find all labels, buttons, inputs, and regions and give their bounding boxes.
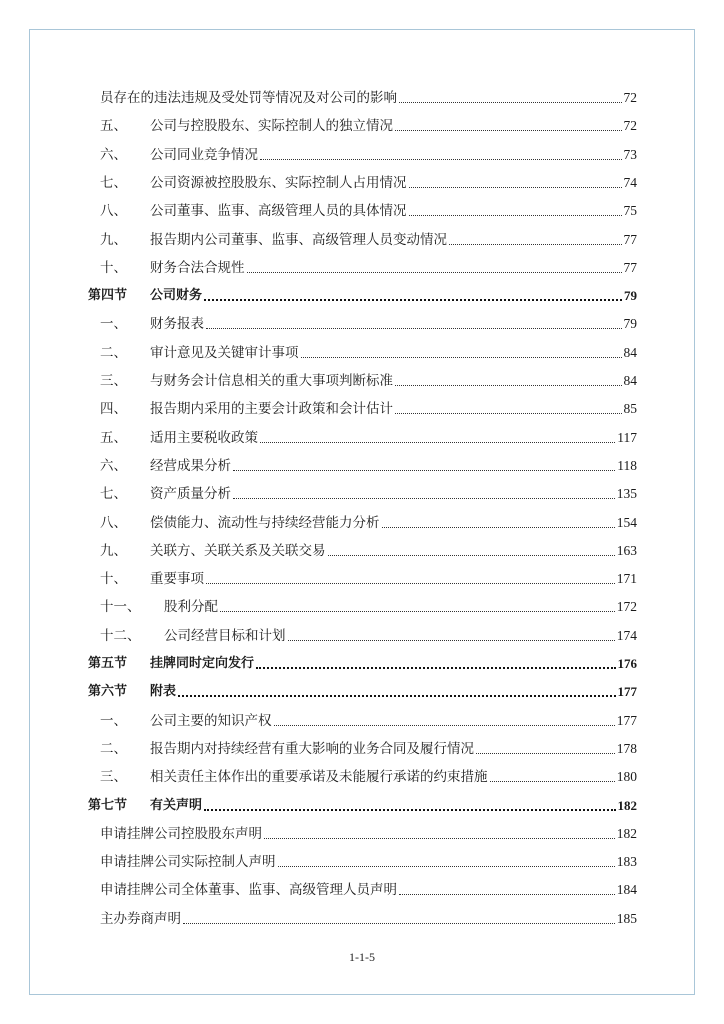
toc-entry-page-number: 77 [623,259,637,275]
toc-item-entry[interactable] [88,398,637,418]
toc-dot-leader [382,527,615,528]
toc-entry-title: 公司与控股股东、实际控制人的独立情况 [150,118,393,135]
toc-dot-leader [278,866,615,867]
toc-entry-title: 财务报表 [150,316,204,333]
toc-dot-leader [260,442,615,443]
toc-dot-leader [490,781,615,782]
toc-dot-leader [220,611,615,612]
toc-entry-page-number: 178 [616,740,637,756]
toc-entry-number: 三、 [100,769,127,786]
toc-item-entry[interactable] [88,540,637,560]
toc-item-entry[interactable] [88,738,637,758]
toc-entry-title: 报告期内对持续经营有重大影响的业务合同及履行情况 [150,740,474,757]
toc-entry-number: 五、 [100,429,127,446]
toc-entry-page-number: 118 [617,457,637,473]
toc-section-entry[interactable] [88,285,637,305]
toc-dot-leader [395,413,622,414]
toc-entry-number: 五、 [100,118,127,135]
toc-dot-leader [476,753,615,754]
toc-dot-leader [409,215,622,216]
toc-item-entry[interactable] [88,200,637,220]
toc-entry-page-number: 72 [623,90,637,105]
toc-item-entry[interactable] [88,115,637,135]
toc-item-entry[interactable] [88,625,637,645]
toc-entry-title: 申请挂牌公司实际控制人声明 [100,854,276,871]
toc-entry-page-number: 85 [623,401,637,417]
toc-entry-page-number: 79 [623,316,637,332]
toc-entry-title: 附表 [150,684,177,700]
toc-entry-number: 九、 [100,231,127,248]
toc-item-entry[interactable] [88,823,637,843]
toc-entry-title: 公司同业竞争情况 [150,146,258,163]
toc-entry-number: 第四节 [88,288,128,304]
toc-entry-page-number: 182 [616,825,637,841]
toc-item-entry[interactable] [88,851,637,871]
toc-section-entry[interactable] [88,681,637,701]
toc-entry-title: 股利分配 [164,599,218,616]
toc-entry-page-number: 182 [617,797,637,813]
toc-entry-title: 财务合法合规性 [150,259,245,276]
toc-dot-leader [233,470,615,471]
toc-item-entry[interactable] [88,427,637,447]
toc-dot-leader [274,725,615,726]
toc-dot-leader [395,385,622,386]
toc-entry-title: 报告期内采用的主要会计政策和会计估计 [150,401,393,418]
toc-entry-page-number: 77 [623,231,637,247]
toc-item-entry[interactable] [88,87,637,107]
toc-entry-page-number: 75 [623,203,637,219]
toc-entry-number: 一、 [100,712,127,729]
toc-dot-leader [204,809,615,811]
toc-item-entry[interactable] [88,879,637,899]
toc-item-entry[interactable] [88,172,637,192]
toc-item-entry[interactable] [88,144,637,164]
toc-entry-page-number: 183 [616,854,637,870]
toc-entry-number: 六、 [100,457,127,474]
toc-entry-number: 二、 [100,344,127,361]
toc-item-entry[interactable] [88,596,637,616]
toc-entry-page-number: 73 [623,146,637,162]
toc-dot-leader [206,583,615,584]
toc-entry-number: 六、 [100,146,127,163]
toc-dot-leader [233,498,615,499]
toc-entry-number: 九、 [100,542,127,559]
toc-entry-page-number: 117 [617,429,637,445]
toc-entry-page-number: 135 [616,486,637,502]
toc-section-entry[interactable] [88,795,637,815]
toc-entry-page-number: 177 [616,712,637,728]
toc-entry-page-number: 180 [616,769,637,785]
toc-entry-page-number: 74 [623,174,637,190]
toc-entry-title: 公司董事、监事、高级管理人员的具体情况 [150,203,407,220]
toc-dot-leader [264,838,615,839]
toc-entry-title: 审计意见及关键审计事项 [150,344,299,361]
toc-entry-title: 公司资源被控股股东、实际控制人占用情况 [150,174,407,191]
toc-dot-leader [206,328,622,329]
toc-entry-number: 第五节 [88,656,128,671]
toc-entry-title: 主办券商声明 [100,910,181,927]
toc-entry-number: 第七节 [88,797,128,813]
toc-entry-title: 公司财务 [150,288,203,304]
toc-entry-page-number: 163 [616,542,637,558]
toc-dot-leader [449,244,622,245]
toc-dot-leader [183,923,615,924]
toc-item-entry[interactable] [88,710,637,730]
toc-entry-number: 十二、 [100,627,141,644]
toc-dot-leader [247,272,622,273]
toc-entry-title: 公司主要的知识产权 [150,712,272,729]
toc-entry-title: 与财务会计信息相关的重大事项判断标准 [150,373,393,389]
toc-item-entry[interactable] [88,370,637,390]
toc-entry-page-number: 154 [616,514,637,530]
toc-entry-number: 二、 [100,740,127,757]
toc-item-entry[interactable] [88,257,637,277]
toc-entry-number: 十、 [100,259,127,276]
toc-entry-number: 八、 [100,203,127,220]
toc-dot-leader [178,695,615,697]
toc-item-entry[interactable] [88,512,637,532]
toc-entry-title: 关联方、关联关系及关联交易 [150,542,326,559]
toc-entry-title: 申请挂牌公司全体董事、监事、高级管理人员声明 [100,882,397,899]
toc-entry-number: 七、 [100,174,127,191]
page-footer-number: 1-1-5 [349,950,375,964]
toc-dot-leader [204,299,622,301]
toc-dot-leader [260,159,622,160]
toc-entry-number: 第六节 [88,684,128,700]
toc-entry-number: 三、 [100,373,127,389]
toc-entry-page-number: 185 [616,910,637,926]
toc-entry-number: 一、 [100,316,127,333]
toc-entry-title: 有关声明 [150,797,203,813]
toc-dot-leader [409,187,622,188]
toc-dot-leader [399,102,622,103]
toc-item-entry[interactable] [88,568,637,588]
toc-entry-title: 申请挂牌公司控股股东声明 [100,825,262,842]
toc-entry-page-number: 72 [623,118,637,134]
toc-entry-page-number: 184 [616,882,637,898]
toc-dot-leader [288,640,615,641]
toc-entry-page-number: 79 [624,288,637,304]
toc-entry-number: 十一、 [100,599,141,616]
toc-entry-page-number: 84 [623,344,637,360]
toc-item-entry[interactable] [88,766,637,786]
toc-entry-title: 挂牌同时定向发行 [150,656,255,671]
toc-entry-title: 资产质量分析 [150,486,231,503]
toc-dot-leader [395,130,622,131]
toc-entry-title: 经营成果分析 [150,457,231,474]
toc-item-entry[interactable] [88,483,637,503]
toc-entry-page-number: 176 [617,656,637,671]
toc-entry-page-number: 171 [616,571,637,587]
toc-entry-title: 报告期内公司董事、监事、高级管理人员变动情况 [150,231,447,248]
toc-item-entry[interactable] [88,455,637,475]
toc-section-entry[interactable] [88,653,637,673]
toc-entry-title: 重要事项 [150,571,204,588]
toc-entry-title: 公司经营目标和计划 [164,627,286,644]
toc-entry-title: 偿债能力、流动性与持续经营能力分析 [150,514,380,531]
toc-entry-number: 四、 [100,401,127,418]
toc-dot-leader [301,357,622,358]
toc-item-entry[interactable] [88,342,637,362]
toc-entry-title: 员存在的违法违规及受处罚等情况及对公司的影响 [100,90,397,106]
toc-entry-page-number: 174 [616,627,637,643]
toc-dot-leader [328,555,615,556]
toc-entry-page-number: 177 [617,684,637,700]
toc-item-entry[interactable] [88,908,637,928]
toc-entry-number: 七、 [100,486,127,503]
toc-entry-title: 相关责任主体作出的重要承诺及未能履行承诺的约束措施 [150,769,488,786]
toc-entry-page-number: 172 [616,599,637,615]
toc-entry-number: 八、 [100,514,127,531]
toc-dot-leader [399,894,615,895]
toc-dot-leader [256,667,615,669]
toc-entry-page-number: 84 [623,373,637,388]
toc-item-entry[interactable] [88,313,637,333]
toc-entry-title: 适用主要税收政策 [150,429,258,446]
toc-entry-number: 十、 [100,571,127,588]
toc-item-entry[interactable] [88,229,637,249]
